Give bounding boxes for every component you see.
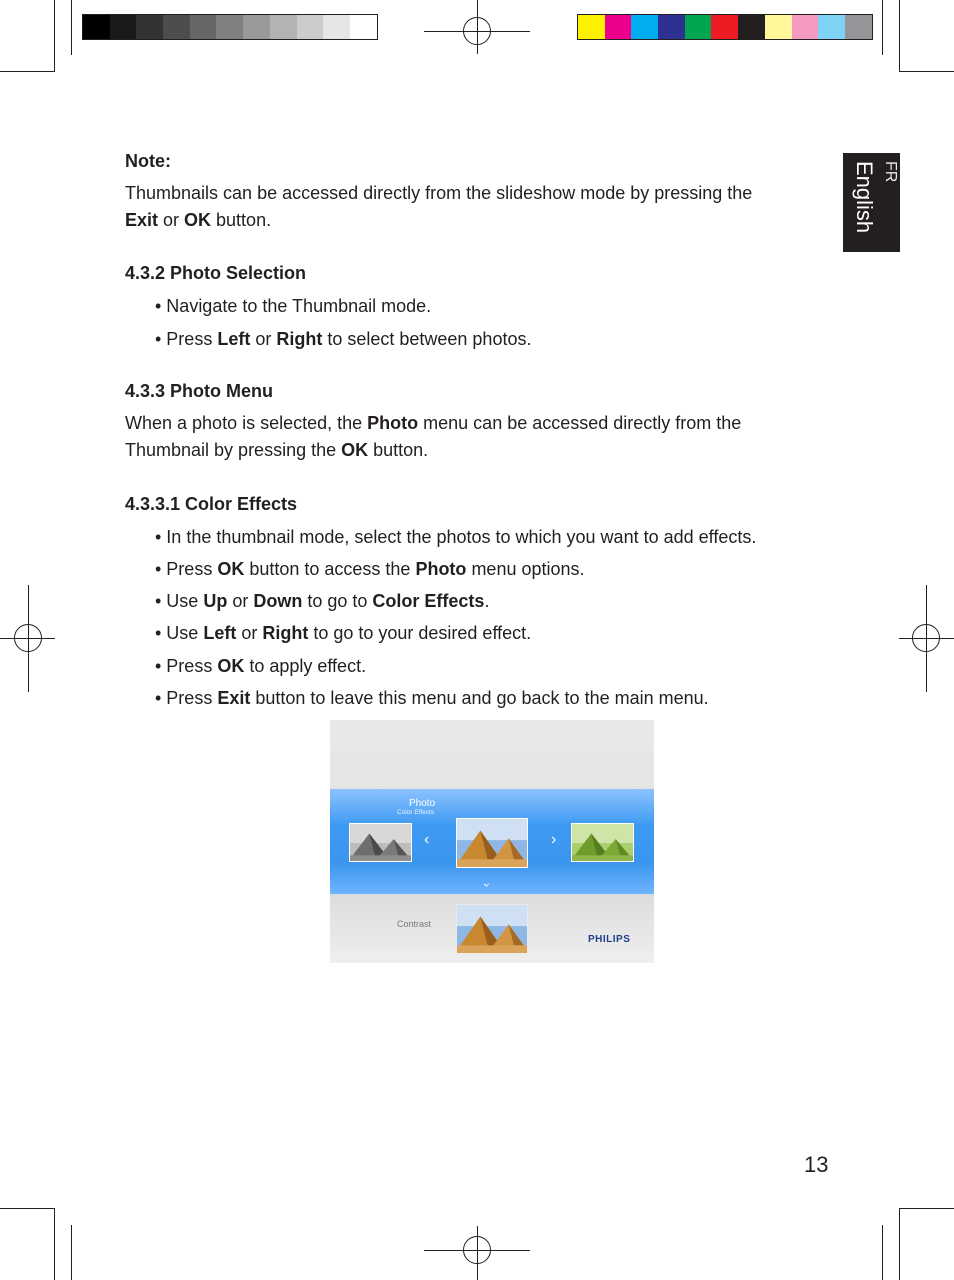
list-item: • In the thumbnail mode, select the photos to which you want to add effects.: [155, 527, 757, 547]
language-tab-label: English: [852, 161, 877, 234]
list-item: • Navigate to the Thumbnail mode.: [155, 296, 432, 316]
chevron-down-icon[interactable]: ›: [480, 883, 494, 887]
menu-title: Photo: [409, 798, 436, 809]
section-heading-color-effects: 4.3.3.1 Color Effects: [125, 494, 298, 514]
calibration-swatch: [765, 15, 792, 39]
calibration-swatch: [845, 15, 872, 39]
calibration-swatch: [190, 15, 217, 39]
thumbnail-selected[interactable]: [456, 818, 528, 868]
photo-frame-screenshot: [330, 720, 654, 963]
list-item: • Use Up or Down to go to Color Effects.: [155, 591, 490, 611]
calibration-swatch: [323, 15, 350, 39]
thumbnail-green[interactable]: [571, 823, 634, 862]
calibration-swatch: [243, 15, 270, 39]
chevron-left-icon[interactable]: ‹: [424, 831, 430, 848]
calibration-swatch: [658, 15, 685, 39]
section-heading-photo-menu: 4.3.3 Photo Menu: [125, 381, 274, 401]
list-item: • Use Left or Right to go to your desired effect.: [155, 623, 532, 643]
paragraph-line: Thumbnail by pressing the OK button.: [125, 440, 429, 460]
list-item: • Press OK to apply effect.: [155, 656, 367, 676]
next-menu-label: Contrast: [397, 919, 432, 929]
calibration-swatch: [578, 15, 605, 39]
grayscale-calibration-bar: [82, 14, 378, 40]
calibration-swatch: [216, 15, 243, 39]
note-line-1: Thumbnails can be accessed directly from the slideshow mode by pressing the: [125, 183, 753, 203]
calibration-swatch: [818, 15, 845, 39]
calibration-swatch: [270, 15, 297, 39]
calibration-swatch: [685, 15, 712, 39]
calibration-swatch: [136, 15, 163, 39]
list-item: • Press Left or Right to select between photos.: [155, 329, 532, 349]
thumbnail-preview: [456, 904, 528, 954]
calibration-swatch: [738, 15, 765, 39]
list-item: • Press OK button to access the Photo menu options.: [155, 559, 585, 579]
calibration-swatch: [297, 15, 324, 39]
calibration-swatch: [163, 15, 190, 39]
language-tab-next: FR: [882, 161, 899, 183]
calibration-swatch: [83, 15, 110, 39]
note-label: Note:: [125, 151, 171, 171]
calibration-swatch: [631, 15, 658, 39]
calibration-swatch: [350, 15, 377, 39]
color-calibration-bar: [577, 14, 873, 40]
calibration-swatch: [605, 15, 632, 39]
philips-logo: PHILIPS: [588, 934, 631, 945]
chevron-right-icon[interactable]: ›: [551, 831, 557, 848]
paragraph-line: When a photo is selected, the Photo menu can be accessed directly from the: [125, 413, 742, 433]
section-heading-photo-selection: 4.3.2 Photo Selection: [125, 263, 307, 283]
page-number: 13: [804, 1152, 829, 1177]
calibration-swatch: [792, 15, 819, 39]
note-line-2: Exit or OK button.: [125, 210, 272, 230]
language-tab: [843, 153, 900, 252]
list-item: • Press Exit button to leave this menu and go back to the main menu.: [155, 688, 709, 708]
thumbnail-grayscale[interactable]: [349, 823, 412, 862]
menu-subtitle: Color Effects: [397, 809, 435, 816]
calibration-swatch: [110, 15, 137, 39]
calibration-swatch: [711, 15, 738, 39]
